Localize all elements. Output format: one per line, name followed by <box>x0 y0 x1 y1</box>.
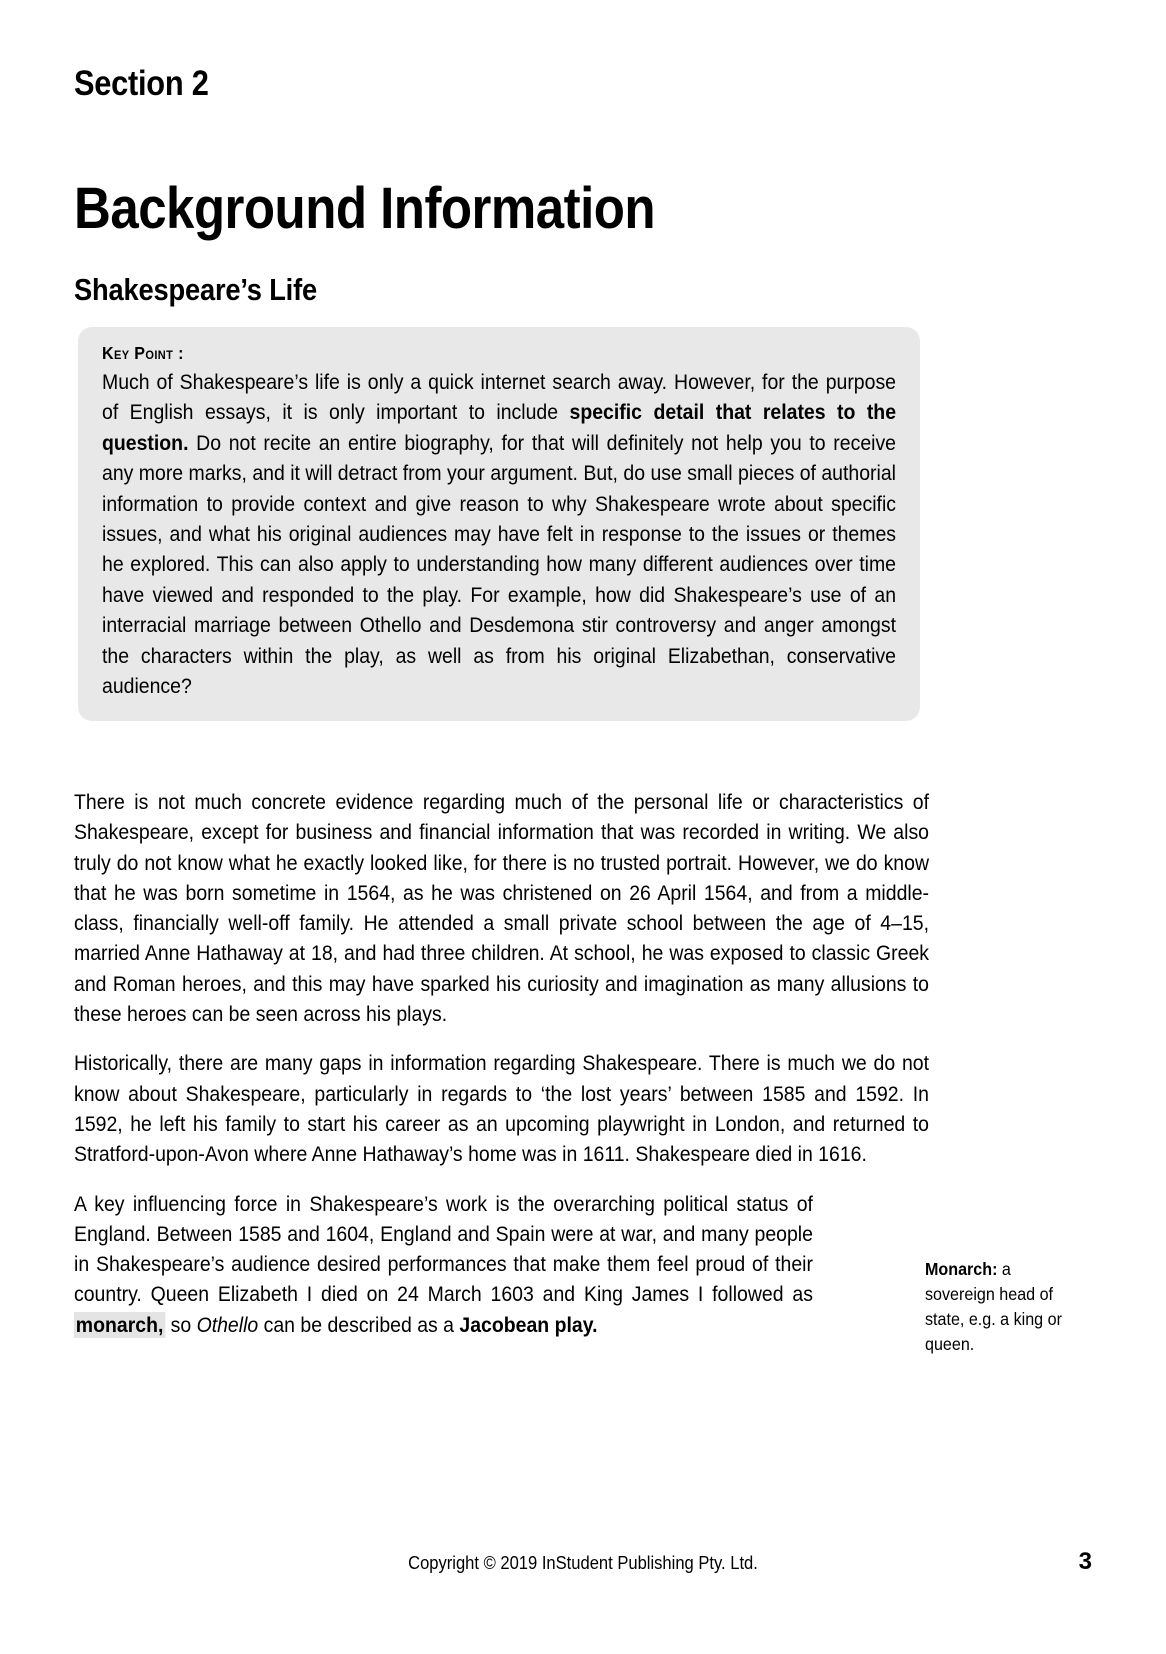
paragraph-biography: There is not much concrete evidence regarding much of the personal life or characteristics of Shakespeare, except for business and financial information that was recorded in writing. We also truly do not know what he exactly looked like, for there is no trusted portrait. However, we do know that he was born sometime in 1564, as he was christened on 26 April 1564, and from a middle-class, financially well-off family. He attended a small private school between the age of 4–15, married Anne Hathaway at 18, and had three children. At school, he was exposed to classic Greek and Roman heroes, and this may have sparked his curiosity and imagination as many allusions to these heroes can be seen across his plays. <box>74 790 930 1027</box>
footer-page-number: 3 <box>1078 1548 1092 1575</box>
subheading-shakespeares-life: Shakespeare’s Life <box>74 271 318 307</box>
margin-note-definition: a sovereign head of state, e.g. a king or queen. <box>925 1259 1062 1354</box>
key-point-callout <box>78 327 920 721</box>
bold-term-jacobean-play: Jacobean play. <box>459 1312 598 1337</box>
paragraph-political-status <box>74 1189 813 1340</box>
paragraph-political-text-2: so <box>165 1312 197 1337</box>
paragraph-political-text-1: A key influencing force in Shakespeare’s work is the overarching political status of England. Between 1585 and 1604, England and Spain were at war, and many people in Shakespeare’s audience desired performances that make them feel proud of their country. Queen Elizabeth I died on 24 March 1603 and King James I followed as <box>74 1191 813 1307</box>
play-title-othello: Othello <box>196 1312 259 1337</box>
paragraph-political-text-3: can be described as a <box>258 1312 460 1337</box>
margin-note-monarch <box>925 1257 1065 1357</box>
highlighted-term-monarch: monarch, <box>75 1312 164 1337</box>
footer-copyright: Copyright © 2019 InStudent Publishing Pty. Ltd. <box>408 1553 758 1573</box>
key-point-bold-phrase: specific detail that relates to the question. <box>102 400 897 455</box>
page-title: Background Information <box>74 175 656 241</box>
paragraph-lost-years: Historically, there are many gaps in information regarding Shakespeare. There is much we do not know about Shakespeare, particularly in regards to ‘the lost years’ between 1585 and 1592. In 1592, he left his family to start his career as an upcoming playwright in London, and returned to Stratford-upon-Avon where Anne Hathaway’s home was in 1611. Shakespeare died in 1616. <box>74 1051 930 1167</box>
body-column <box>74 787 929 1340</box>
margin-note-term: Monarch: <box>925 1259 998 1279</box>
key-point-text-1: Much of Shakespeare’s life is only a quick internet search away. However, for the purpose of English essays, it is only important to include <box>102 370 897 425</box>
section-label: Section 2 <box>74 64 209 103</box>
key-point-text-2: Do not recite an entire biography, for that will definitely not help you to receive any more marks, and it will detract from your argument. But, do use small pieces of authorial information to provide context and give reason to why Shakespeare wrote about specific issues, and what his original audiences may have felt in response to the issues or themes he explored. This can also apply to understanding how many different audiences over time have viewed and responded to the play. For example, how did Shakespeare’s use of an interracial marriage between Othello and Desdemona stir controversy and anger amongst the characters within the play, as well as from his original Elizabethan, conservative audience? <box>102 430 897 699</box>
key-point-label: Key Point : <box>102 343 184 363</box>
key-point-body <box>102 367 896 701</box>
